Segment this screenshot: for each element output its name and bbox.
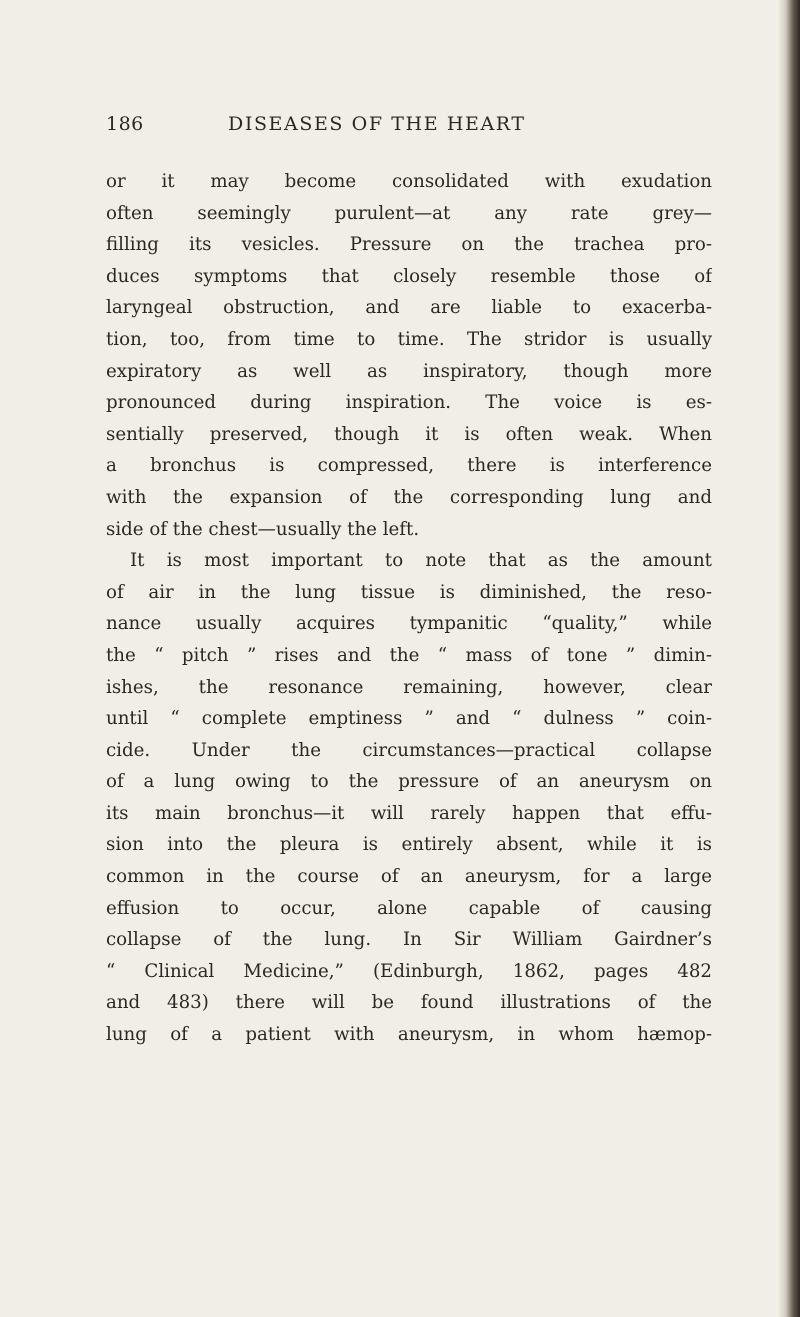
- paragraph: [106, 545, 712, 1051]
- text-line: laryngeal obstruction, and are liable to exacerba-: [106, 297, 712, 319]
- page-header: [0, 113, 800, 143]
- text-line: the “ pitch ” rises and the “ mass of tone ” dimin-: [106, 644, 712, 666]
- text-line: cide. Under the circumstances—practical collapse: [106, 739, 712, 761]
- text-line: sentially preserved, though it is often weak. When: [106, 423, 712, 445]
- text-line: a bronchus is compressed, there is interference: [106, 455, 712, 477]
- text-line: filling its vesicles. Pressure on the trachea pro-: [106, 234, 712, 256]
- text-line: its main bronchus—it will rarely happen that effu-: [106, 802, 712, 824]
- text-line: expiratory as well as inspiratory, though more: [106, 360, 712, 382]
- text-line: or it may become consolidated with exudation: [106, 171, 712, 192]
- text-line: until “ complete emptiness ” and “ dulness ” coin-: [106, 708, 712, 730]
- body-text: [106, 166, 712, 1051]
- text-line: of a lung owing to the pressure of an aneurysm on: [106, 771, 712, 793]
- running-title: DISEASES OF THE HEART: [228, 113, 526, 135]
- text-line: ishes, the resonance remaining, however, clear: [106, 676, 712, 698]
- text-line: side of the chest—usually the left.: [106, 518, 420, 540]
- text-line: sion into the pleura is entirely absent, while it is: [106, 834, 712, 856]
- text-line: pronounced during inspiration. The voice is es-: [106, 392, 712, 414]
- page-edge-shadow: [778, 0, 800, 1317]
- text-line: effusion to occur, alone capable of causing: [106, 897, 712, 919]
- text-line: often seemingly purulent—at any rate grey—: [106, 202, 712, 224]
- page-number: 186: [106, 113, 144, 135]
- paragraph: [106, 166, 712, 545]
- text-line: “ Clinical Medicine,” (Edinburgh, 1862, pages 482: [106, 960, 712, 982]
- text-line: common in the course of an aneurysm, for a large: [106, 866, 712, 888]
- text-line: It is most important to note that as the amount: [130, 550, 712, 572]
- text-line: nance usually acquires tympanitic “quality,” while: [106, 613, 712, 635]
- text-line: duces symptoms that closely resemble those of: [106, 265, 712, 287]
- text-line: tion, too, from time to time. The stridor is usually: [106, 328, 712, 350]
- text-line: collapse of the lung. In Sir William Gairdner’s: [106, 929, 712, 951]
- text-line: with the expansion of the corresponding lung and: [106, 486, 712, 508]
- text-line: lung of a patient with aneurysm, in whom hæmop-: [106, 1024, 712, 1046]
- text-line: and 483) there will be found illustrations of the: [106, 992, 712, 1014]
- text-line: of air in the lung tissue is diminished, the reso-: [106, 581, 712, 603]
